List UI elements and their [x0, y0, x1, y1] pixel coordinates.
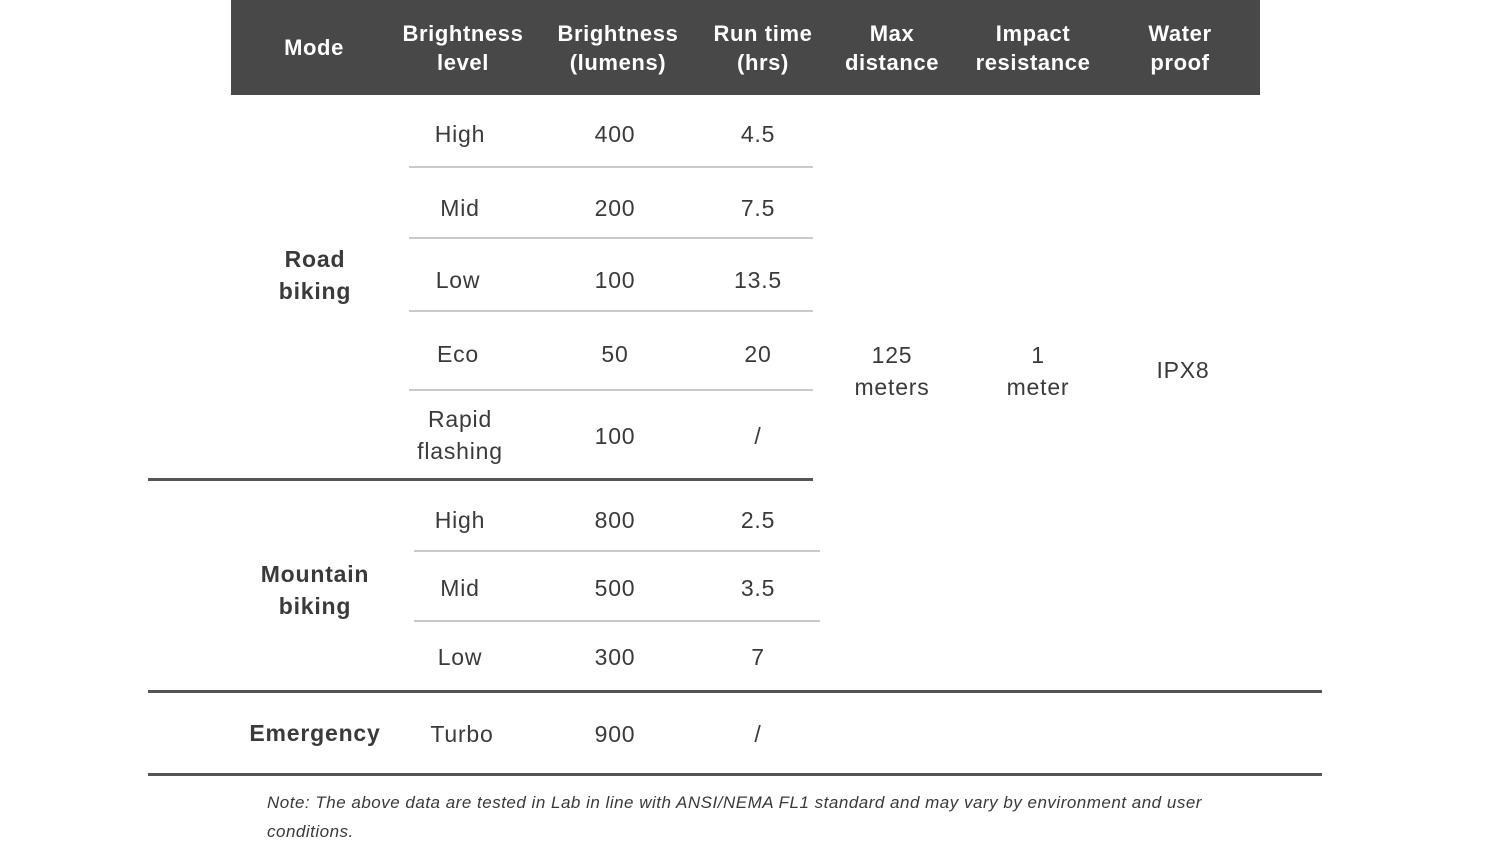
lumens-cell: 50	[601, 341, 629, 367]
header-max-distance: Max distance	[844, 20, 940, 75]
brightness-level-cell: High	[434, 121, 486, 147]
brightness-level-cell: Rapid flashing	[417, 406, 503, 464]
header-brightness-lumens: Brightness (lumens)	[557, 20, 679, 75]
header-impact-resistance: Impact resistance	[975, 20, 1091, 75]
footnote: Note: The above data are tested in Lab in line with ANSI/NEMA FL1 standard and may vary by environment and user conditions.	[267, 793, 1202, 841]
lumens-cell: 300	[594, 644, 636, 670]
lumens-cell: 100	[594, 267, 636, 293]
header-run-time: Run time (hrs)	[713, 20, 813, 75]
header-water-proof: Water proof	[1148, 20, 1212, 75]
lumens-cell: 800	[594, 507, 636, 533]
runtime-cell: 20	[744, 341, 772, 367]
max-distance-value: 125 meters	[854, 342, 930, 400]
brightness-level-cell: Mid	[440, 575, 480, 601]
runtime-cell: /	[754, 423, 762, 449]
brightness-level-cell: High	[434, 507, 486, 533]
mode-emergency: Emergency	[249, 720, 381, 746]
table-header	[231, 0, 1260, 95]
brightness-level-cell: Turbo	[430, 721, 494, 747]
mode-mountain-biking: Mountain biking	[260, 561, 370, 619]
brightness-level-cell: Low	[435, 267, 481, 293]
runtime-cell: /	[754, 721, 762, 747]
brightness-level-cell: Eco	[436, 341, 480, 367]
brightness-level-cell: Low	[437, 644, 483, 670]
impact-resistance-value: 1 meter	[1006, 342, 1070, 400]
row-divider	[409, 389, 813, 391]
runtime-cell: 4.5	[740, 121, 776, 147]
water-proof-value: IPX8	[1156, 357, 1210, 383]
lumens-cell: 400	[594, 121, 636, 147]
lumens-cell: 500	[594, 575, 636, 601]
header-brightness-level: Brightness level	[402, 20, 524, 75]
header-mode: Mode	[284, 35, 344, 60]
lumens-cell: 900	[594, 721, 636, 747]
runtime-cell: 2.5	[740, 507, 776, 533]
brightness-level-cell: Mid	[440, 195, 480, 221]
row-divider	[409, 166, 813, 168]
runtime-cell: 7.5	[740, 195, 776, 221]
mode-road-biking: Road biking	[278, 246, 352, 304]
section-divider	[148, 690, 1322, 693]
section-divider	[148, 478, 813, 481]
lumens-cell: 200	[594, 195, 636, 221]
row-divider	[414, 620, 820, 622]
row-divider	[414, 550, 820, 552]
runtime-cell: 7	[751, 644, 765, 670]
table-bottom-border	[148, 773, 1322, 776]
runtime-cell: 3.5	[740, 575, 776, 601]
runtime-cell: 13.5	[734, 267, 782, 293]
row-divider	[409, 237, 813, 239]
row-divider	[409, 310, 813, 312]
lumens-cell: 100	[594, 423, 636, 449]
